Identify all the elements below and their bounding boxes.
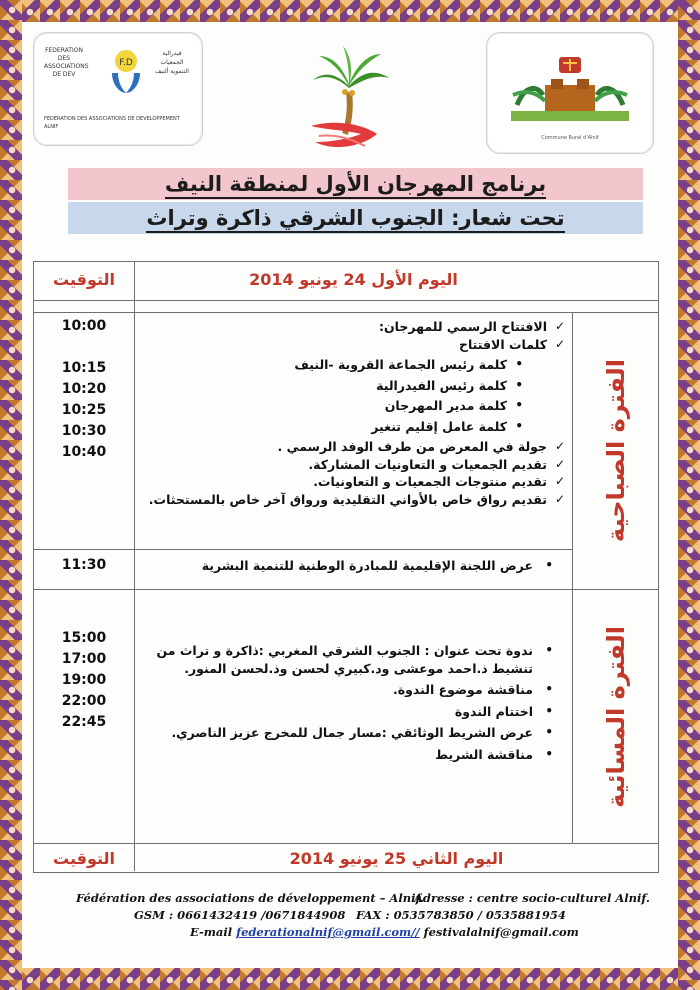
decorative-border-left xyxy=(0,0,22,990)
time-slot: 17:00 xyxy=(61,651,107,667)
footer-fax: FAX : 0535783850 / 0535881954 xyxy=(356,908,566,922)
time-slot: 22:45 xyxy=(61,714,107,730)
time-slot xyxy=(34,337,134,358)
commune-logo-box xyxy=(486,32,654,154)
day-two-heading: اليوم الثاني 25 يونيو 2014 xyxy=(289,849,504,868)
footer-gsm: GSM : 0661432419 /0671844908 xyxy=(134,908,346,922)
list-item: ✓ كلمات الافتتاح xyxy=(458,336,565,352)
time-column-header-day2: التوقيت xyxy=(53,849,115,868)
time-column-header: التوقيت xyxy=(53,270,115,289)
evening-times xyxy=(34,628,134,733)
federation-logo-lines: FEDERATION DES ASSOCIATIONS DE DEV xyxy=(44,47,89,78)
email-link[interactable]: federationalnif@gmail.com// xyxy=(236,925,420,939)
footer-address: Adresse : centre socio-culturel Alnif. xyxy=(414,891,650,905)
day-one-heading: اليوم الأول 24 يونيو 2014 xyxy=(249,270,458,289)
program-title: برنامج المهرجان الأول لمنطقة النيف xyxy=(68,168,643,200)
list-item: • عرض الشريط الوثائقي :مسار جمال للمخرج عزيز الناصري. xyxy=(171,725,553,740)
list-item: • اختتام الندوة xyxy=(454,703,553,719)
morning-activities xyxy=(142,318,567,508)
midday-activity xyxy=(142,557,567,575)
time-slot: 10:00 xyxy=(61,318,107,334)
time-slot: 19:00 xyxy=(61,672,107,688)
time-slot: 15:00 xyxy=(61,630,107,646)
list-item: • كلمة رئيس الفيدرالية xyxy=(376,377,523,393)
table-divider xyxy=(134,262,135,871)
federation-logo-arabic: فيدرالية الجمعيات التنموية ألنيف xyxy=(155,50,189,75)
list-item: • كلمة مدير المهرجان xyxy=(384,398,523,413)
time-slot: 10:25 xyxy=(61,402,107,418)
table-divider xyxy=(34,312,658,313)
list-item: ✓ تقديم الجمعيات و التعاونيات المشاركة. xyxy=(308,456,565,472)
time-slot: 10:30 xyxy=(61,423,107,439)
morning-times xyxy=(34,316,134,463)
evening-period-label: الفترة المسائية xyxy=(602,625,630,808)
table-divider xyxy=(34,549,572,550)
evening-activities xyxy=(142,642,567,763)
footer-email: E-mail federationalnif@gmail.com// festivalalnif@gmail.com xyxy=(190,925,579,939)
schedule-table xyxy=(33,261,659,873)
list-item: • مناقشة الشريط xyxy=(435,746,553,762)
list-item: ✓ تقديم منتوجات الجمعيات و التعاونيات. xyxy=(313,474,565,489)
list-item: • ندوة تحت عنوان : الجنوب الشرقي المغربي :ذاكرة و تراث من تنشيط ذ.احمد موعشى ود.كبيري لحسن وذ.لحسن المنور. xyxy=(156,643,553,676)
palm-tree-icon xyxy=(305,42,395,154)
table-divider xyxy=(34,843,658,844)
commune-emblem-icon xyxy=(507,55,633,127)
hands-icon xyxy=(106,47,146,97)
time-slot: 22:00 xyxy=(61,693,107,709)
morning-period-label: الفترة الصباحية xyxy=(602,358,630,543)
decorative-border-right xyxy=(678,0,700,990)
federation-logo-box xyxy=(33,32,203,146)
decorative-border-top xyxy=(0,0,700,22)
federation-logo-name: FEDERATION DES ASSOCIATIONS DE DEVELOPPEMENT ALNIF xyxy=(44,116,180,130)
time-slot: 10:20 xyxy=(61,381,107,397)
program-slogan: تحت شعار: الجنوب الشرقي ذاكرة وتراث xyxy=(68,202,643,234)
table-divider xyxy=(34,300,658,301)
list-item: ✓ جولة في المعرض من طرف الوفد الرسمي . xyxy=(277,439,565,454)
midday-time xyxy=(34,555,134,576)
list-item: ✓ تقديم رواق خاص بالأواني التقليدية ورواق آخر خاص بالمستحثات. xyxy=(148,491,565,507)
footer-federation: Fédération des associations de développement – Alnif. xyxy=(76,891,424,905)
list-item: • عرض اللجنة الإقليمية للمبادرة الوطنية للتنمية البشرية xyxy=(201,558,553,573)
list-item: • كلمة رئيس الجماعة القروية -النيف xyxy=(294,357,523,372)
list-item: • مناقشة موضوع الندوة. xyxy=(393,682,553,697)
time-slot: 10:15 xyxy=(61,360,107,376)
decorative-border-bottom xyxy=(0,968,700,990)
time-slot: 11:30 xyxy=(61,557,107,573)
commune-caption: Commune Rural d'Alnif xyxy=(541,135,599,141)
list-item: • كلمة عامل إقليم تنغير xyxy=(371,418,523,434)
time-slot: 10:40 xyxy=(61,444,107,460)
table-divider xyxy=(34,589,658,590)
list-item: ✓ الافتتاح الرسمي للمهرجان: xyxy=(378,319,565,334)
svg-text:F.D: F.D xyxy=(119,58,133,68)
